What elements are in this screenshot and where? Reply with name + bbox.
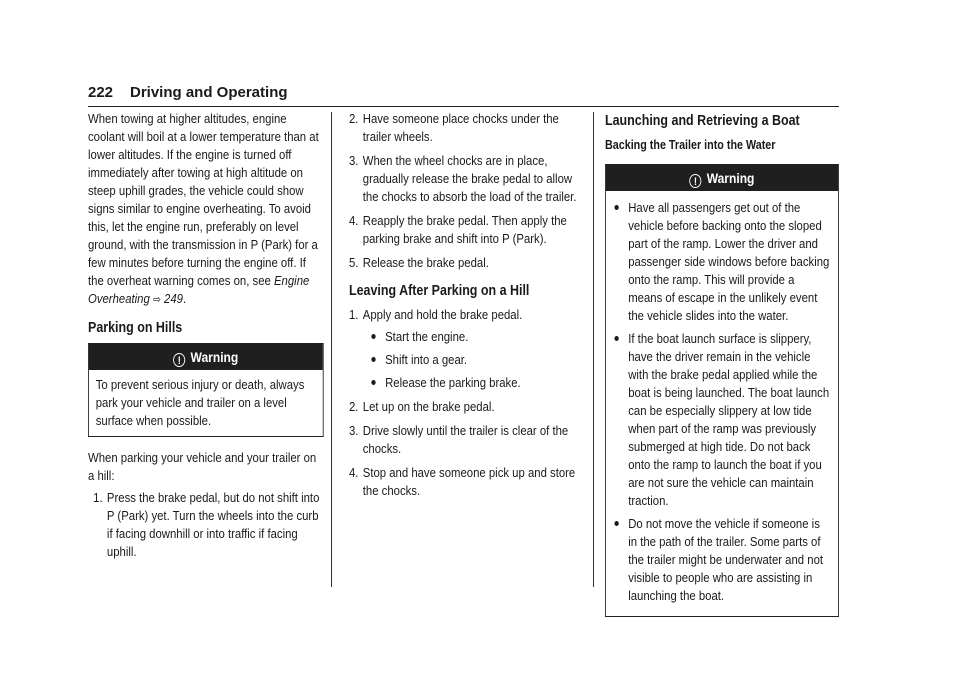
intro-paragraph [88, 110, 322, 309]
page-header [88, 84, 839, 107]
list-item: 1. Press the brake pedal, but do not shift into P (Park) yet. Turn the wheels into the curb if facing downhill or into traffic if facing uphill. [93, 490, 320, 559]
xref-end: . [182, 291, 187, 306]
warning-icon: ! [173, 353, 185, 367]
warning-bullets [613, 199, 831, 605]
warning-box [605, 164, 839, 617]
arrow-right-icon: ⇨ [152, 294, 161, 306]
parking-steps [93, 489, 323, 561]
column-1 [88, 110, 324, 567]
list-item: 2. Have someone place chocks under the trailer wheels. [349, 111, 559, 144]
warning-header [89, 344, 323, 370]
bullet-icon [371, 380, 375, 385]
xref-link[interactable]: Engine Overheating [88, 273, 310, 306]
bullet-icon [614, 205, 618, 210]
list-item: 5. Release the brake pedal. [349, 255, 489, 270]
bullet-item: Start the engine. [370, 328, 577, 346]
column-3 [605, 110, 839, 627]
subheading-backing-trailer: Backing the Trailer into the Water [605, 138, 776, 152]
list-item: 1. Apply and hold the brake pedal. Start the engine. Shift into a gear. Release the parking brake. [349, 306, 577, 392]
intro-text: When towing at higher altitudes, engine coolant will boil at a lower temperature than at lower altitudes. If the engine is turned off immediately after towing at high altitude on steep uphill grades, the vehicle could show signs similar to engine overheating. To avoid this, let the engine run, preferably on level ground, with the transmission in P (Park) for a few minutes before turning the engine off. If the overheat warning comes on, see [88, 111, 319, 288]
warning-title: Warning [706, 170, 755, 186]
list-item: 3. Drive slowly until the trailer is clear of the chocks. [349, 423, 569, 456]
bullet-item: Do not move the vehicle if someone is in the path of the trailer. Some parts of the trailer might be underwater and not visible to people who are assisting in launching the boat. [613, 515, 831, 605]
bullet-item: Release the parking brake. [370, 374, 577, 392]
warning-text: To prevent serious injury or death, always park your vehicle and trailer on a level surface when possible. [95, 377, 305, 428]
heading-launching-boat: Launching and Retrieving a Boat [605, 113, 800, 129]
bullet-icon [371, 357, 375, 362]
list-item: 4. Reapply the brake pedal. Then apply the parking brake and shift into P (Park). [349, 213, 567, 246]
bullet-list [370, 328, 577, 392]
parking-steps-continued [349, 110, 577, 272]
bullet-icon [371, 334, 375, 339]
column-2 [349, 110, 577, 506]
list-item: 2. Let up on the brake pedal. [349, 399, 495, 414]
warning-title: Warning [190, 349, 239, 365]
column-divider-2 [593, 112, 594, 587]
warning-icon: ! [689, 174, 701, 188]
bullet-icon [614, 336, 618, 341]
bullet-icon [614, 521, 618, 526]
list-item: 3. When the wheel chocks are in place, gradually release the brake pedal to allow the chocks to absorb the load of the trailer. [349, 153, 577, 204]
leaving-steps [349, 306, 577, 500]
warning-header [606, 165, 838, 191]
page-number: 222 [88, 84, 114, 101]
bullet-item: Have all passengers get out of the vehicle before backing onto the sloped part of the ramp. Lower the driver and passenger side windows before backing onto the ramp. This will provide a means of escape in the unlikely event the vehicle slides into the water. [613, 199, 831, 325]
parking-intro: When parking your vehicle and your trailer on a hill: [88, 450, 317, 483]
heading-leaving-after-parking: Leaving After Parking on a Hill [349, 283, 530, 299]
column-divider-1 [331, 112, 332, 587]
warning-box [88, 343, 324, 437]
bullet-item: Shift into a gear. [370, 351, 577, 369]
list-item: 4. Stop and have someone pick up and store the chocks. [349, 465, 576, 498]
heading-parking-on-hills: Parking on Hills [88, 320, 183, 336]
section-title: Driving and Operating [130, 84, 288, 101]
xref-page[interactable]: 249 [164, 291, 183, 306]
bullet-item: If the boat launch surface is slippery, have the driver remain in the vehicle with the brake pedal applied while the boat is being launched. The boat launch can be especially slippery at low tide when part of the ramp was previously submerged at high tide. Do not back onto the ramp to launch the boat if you are not sure the vehicle can maintain traction. [613, 330, 831, 510]
